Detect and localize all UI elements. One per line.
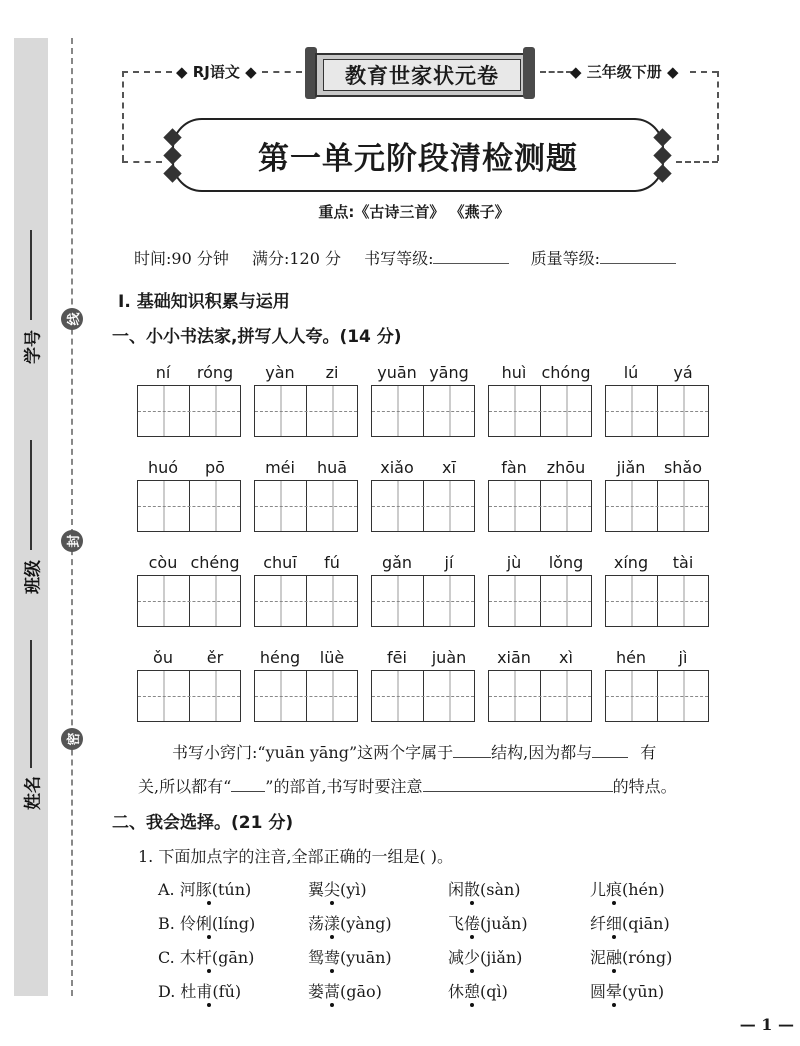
seal-xian: 线 — [61, 308, 83, 330]
option-item: C. 木杆(gān) — [158, 948, 255, 967]
emphasis-dot — [470, 969, 474, 973]
header-vdash-right — [717, 71, 719, 161]
exam-time: 时间:90 分钟 — [134, 249, 229, 268]
pinyin-label: zi — [325, 363, 339, 382]
tian-writing-box[interactable] — [137, 575, 241, 627]
tian-writing-box[interactable] — [371, 670, 475, 722]
pinyin-label: fú — [324, 553, 340, 572]
header-dash-left — [122, 71, 172, 73]
option-item: 儿痕(hén) — [590, 880, 665, 899]
tip-text: 的特点。 — [612, 777, 677, 796]
pinyin-label: xī — [442, 458, 456, 477]
grade-tag: ◆ 三年级下册 ◆ — [570, 63, 679, 81]
seal-feng: 封 — [61, 530, 83, 552]
q2-sub1: 1. 下面加点字的注音,全部正确的一组是( )。 — [138, 847, 454, 866]
pinyin-label: huì — [501, 363, 527, 382]
pinyin-labels — [137, 363, 711, 385]
feature-blank[interactable] — [423, 777, 613, 792]
class-line — [30, 440, 32, 550]
emphasis-dot — [612, 935, 616, 939]
pinyin-label: jí — [444, 553, 454, 572]
option-item: 蒌蒿(gāo) — [308, 982, 382, 1001]
pinyin-label: lǒng — [548, 553, 584, 572]
pinyin-row — [137, 648, 711, 722]
pinyin-label: yàn — [265, 363, 295, 382]
pinyin-label: yuān — [377, 363, 417, 382]
focus-line: 重点:《古诗三首》 《燕子》 — [318, 203, 510, 221]
relation-blank[interactable] — [592, 743, 628, 758]
pinyin-label: huó — [147, 458, 179, 477]
pinyin-label: fàn — [501, 458, 527, 477]
pinyin-label: héng — [259, 648, 301, 667]
pinyin-label: xiǎo — [380, 458, 414, 477]
unit-title-banner — [172, 118, 664, 192]
tian-boxes — [137, 480, 711, 532]
emphasis-dot — [207, 935, 211, 939]
option-item: 飞倦(juǎn) — [448, 914, 528, 933]
part1-title: Ⅰ. 基础知识积累与运用 — [118, 292, 290, 312]
series-scroll — [305, 47, 535, 99]
emphasis-dot — [470, 935, 474, 939]
subject-tag: ◆ RJ语文 ◆ — [176, 63, 257, 81]
pinyin-labels — [137, 458, 711, 480]
tian-writing-box[interactable] — [137, 670, 241, 722]
tip-text: 关,所以都有“ — [138, 777, 232, 796]
emphasis-dot — [207, 1003, 211, 1007]
option-item: 翼尖(yì) — [308, 880, 367, 899]
tian-writing-box[interactable] — [254, 575, 358, 627]
pinyin-label: xì — [559, 648, 573, 667]
option-item: 圆晕(yūn) — [590, 982, 665, 1001]
tian-writing-box[interactable] — [605, 480, 709, 532]
pinyin-label: còu — [148, 553, 178, 572]
option-item: 鸳鸯(yuān) — [308, 948, 392, 967]
page-number: — 1 — — [739, 1015, 794, 1034]
pinyin-label: ní — [155, 363, 171, 382]
emphasis-dot — [612, 901, 616, 905]
header-dash-right-mid — [540, 71, 572, 73]
writing-tip-line2 — [138, 774, 677, 797]
writing-grade-blank[interactable] — [433, 249, 509, 264]
option-item: A. 河豚(tún) — [158, 880, 252, 899]
pinyin-row — [137, 363, 711, 437]
pinyin-label: gǎn — [381, 553, 413, 572]
pinyin-label: huā — [316, 458, 348, 477]
option-item: 荡漾(yàng) — [308, 914, 392, 933]
emphasis-dot — [612, 1003, 616, 1007]
q2-title: 二、我会选择。(21 分) — [112, 813, 294, 833]
student-id-label: 学号 — [23, 330, 44, 364]
quality-grade-blank[interactable] — [600, 249, 676, 264]
tian-writing-box[interactable] — [371, 575, 475, 627]
exam-meta — [134, 246, 692, 269]
pinyin-label: fēi — [387, 648, 407, 667]
tip-text: 有 — [640, 743, 657, 762]
tian-writing-box[interactable] — [605, 670, 709, 722]
option-item: D. 杜甫(fǔ) — [158, 982, 242, 1001]
option-item: B. 伶俐(líng) — [158, 914, 256, 933]
pinyin-label: pō — [205, 458, 225, 477]
tian-writing-box[interactable] — [137, 480, 241, 532]
exam-full-score: 满分:120 分 — [251, 249, 341, 268]
tian-writing-box[interactable] — [488, 385, 592, 437]
pinyin-row — [137, 553, 711, 627]
pinyin-label: yāng — [429, 363, 469, 382]
pinyin-label: ǒu — [153, 648, 173, 667]
emphasis-dot — [207, 969, 211, 973]
pinyin-label: jù — [506, 553, 522, 572]
pinyin-label: jì — [678, 648, 688, 667]
pinyin-label: jiǎn — [616, 458, 646, 477]
emphasis-dot — [330, 935, 334, 939]
pinyin-label: juàn — [431, 648, 467, 667]
writing-grade-label: 书写等级: — [364, 249, 434, 268]
emphasis-dot — [330, 901, 334, 905]
emphasis-dot — [207, 901, 211, 905]
header-vdash-left — [122, 71, 124, 161]
tip-text: ”的部首,书写时要注意 — [265, 777, 423, 796]
q1-title: 一、小小书法家,拼写人人夸。(14 分) — [112, 327, 402, 347]
pinyin-label: tài — [672, 553, 694, 572]
pinyin-label: hén — [615, 648, 647, 667]
tian-writing-box[interactable] — [254, 480, 358, 532]
emphasis-dot — [330, 1003, 334, 1007]
student-id-line — [30, 230, 32, 320]
tian-boxes — [137, 670, 711, 722]
quality-grade-label: 质量等级: — [530, 249, 600, 268]
header-dash-right — [690, 71, 718, 73]
pinyin-labels — [137, 648, 711, 670]
header-dash-left-bottom — [122, 161, 162, 163]
pinyin-label: xíng — [613, 553, 649, 572]
scroll-roller-right — [523, 47, 535, 99]
writing-tip-line1 — [172, 740, 656, 763]
option-item: 纤细(qiān) — [590, 914, 670, 933]
pinyin-label: chóng — [541, 363, 591, 382]
class-label: 班级 — [23, 560, 44, 594]
pinyin-labels — [137, 553, 711, 575]
emphasis-dot — [612, 969, 616, 973]
pinyin-label: ěr — [206, 648, 224, 667]
option-item: 休憩(qì) — [448, 982, 508, 1001]
tian-writing-box[interactable] — [371, 385, 475, 437]
emphasis-dot — [470, 1003, 474, 1007]
unit-title: 第一单元阶段清检测题 — [258, 140, 578, 177]
series-title: 教育世家状元卷 — [323, 59, 521, 91]
pinyin-label: chéng — [190, 553, 240, 572]
pinyin-row — [137, 458, 711, 532]
tian-writing-box[interactable] — [137, 385, 241, 437]
scroll-body — [315, 53, 529, 97]
header-dash-left-mid — [262, 71, 302, 73]
tip-text: 书写小窍门:“yuān yāng”这两个字属于 — [172, 743, 454, 762]
pinyin-label: zhōu — [546, 458, 586, 477]
tian-writing-box[interactable] — [254, 670, 358, 722]
tian-writing-box[interactable] — [605, 575, 709, 627]
pinyin-label: xiān — [497, 648, 531, 667]
tian-writing-box[interactable] — [254, 385, 358, 437]
name-label: 姓名 — [23, 776, 44, 810]
pinyin-label: yá — [673, 363, 693, 382]
pinyin-label: lüè — [319, 648, 345, 667]
header-dash-right-bottom — [676, 161, 718, 163]
pinyin-label: róng — [196, 363, 234, 382]
option-item: 减少(jiǎn) — [448, 948, 523, 967]
pinyin-label: méi — [265, 458, 295, 477]
emphasis-dot — [470, 901, 474, 905]
radical-blank[interactable] — [231, 777, 265, 792]
pinyin-label: shǎo — [663, 458, 703, 477]
tian-writing-box[interactable] — [488, 670, 592, 722]
tian-writing-box[interactable] — [488, 575, 592, 627]
option-item: 泥融(róng) — [590, 948, 673, 967]
pinyin-label: lú — [623, 363, 639, 382]
tian-boxes — [137, 385, 711, 437]
name-line — [30, 640, 32, 768]
tian-writing-box[interactable] — [371, 480, 475, 532]
emphasis-dot — [330, 969, 334, 973]
tian-boxes — [137, 575, 711, 627]
tip-text: 结构,因为都与 — [491, 743, 593, 762]
tian-writing-box[interactable] — [605, 385, 709, 437]
seal-mi: 密 — [61, 728, 83, 750]
pinyin-label: chuī — [263, 553, 297, 572]
cut-line — [71, 38, 73, 996]
structure-blank[interactable] — [453, 743, 491, 758]
option-item: 闲散(sàn) — [448, 880, 521, 899]
tian-writing-box[interactable] — [488, 480, 592, 532]
